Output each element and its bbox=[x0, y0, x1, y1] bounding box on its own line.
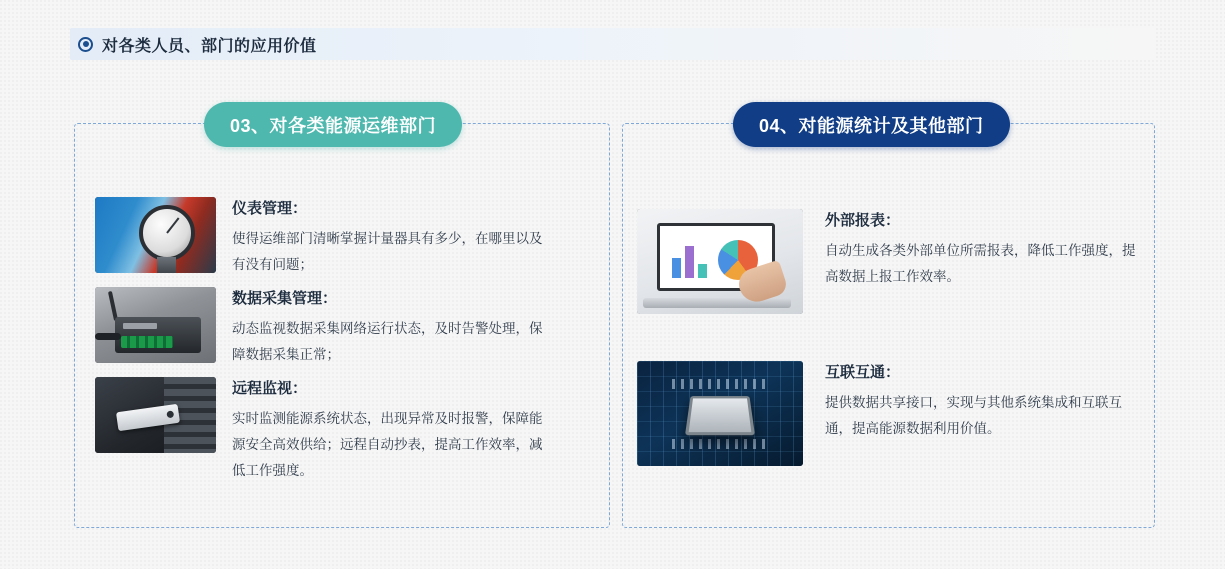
panel-badge-04: 04、对能源统计及其他部门 bbox=[733, 102, 1010, 147]
page-title: 对各类人员、部门的应用价值 bbox=[102, 37, 317, 55]
item-title: 互联互通： bbox=[825, 364, 901, 381]
item-body: 自动生成各类外部单位所需报表，降低工作强度，提高数据上报工作效率。 bbox=[825, 243, 1136, 284]
laptop-chart-photo bbox=[637, 209, 803, 314]
item-title: 数据采集管理： bbox=[232, 290, 338, 307]
data-collector-device-photo bbox=[95, 287, 216, 363]
item-body: 使得运维部门清晰掌握计量器具有多少，在哪里以及有没有问题； bbox=[232, 231, 543, 272]
list-item bbox=[95, 287, 552, 368]
section-header bbox=[70, 28, 1155, 60]
panel-badge-03: 03、对各类能源运维部门 bbox=[204, 102, 462, 147]
item-title: 仪表管理： bbox=[232, 200, 308, 217]
item-body: 实时监测能源系统状态，出现异常及时报警，保障能源安全高效供给；远程自动抄表，提高工作效率，减低工作强度。 bbox=[232, 411, 543, 478]
pressure-gauge-photo bbox=[95, 197, 216, 273]
list-item bbox=[95, 197, 552, 278]
list-item bbox=[95, 377, 552, 484]
list-item bbox=[637, 209, 1143, 314]
item-body: 提供数据共享接口，实现与其他系统集成和互联互通，提高能源数据利用价值。 bbox=[825, 395, 1122, 436]
circuit-board-chip-photo bbox=[637, 361, 803, 466]
item-title: 外部报表： bbox=[825, 212, 901, 229]
panel-energy-stats bbox=[622, 115, 1155, 528]
list-item bbox=[637, 361, 1143, 466]
panel-energy-ops bbox=[74, 115, 610, 528]
rack-sensor-photo bbox=[95, 377, 216, 453]
target-dot-icon bbox=[78, 37, 93, 52]
item-body: 动态监视数据采集网络运行状态，及时告警处理，保障数据采集正常； bbox=[232, 321, 543, 362]
item-title: 远程监视： bbox=[232, 380, 308, 397]
